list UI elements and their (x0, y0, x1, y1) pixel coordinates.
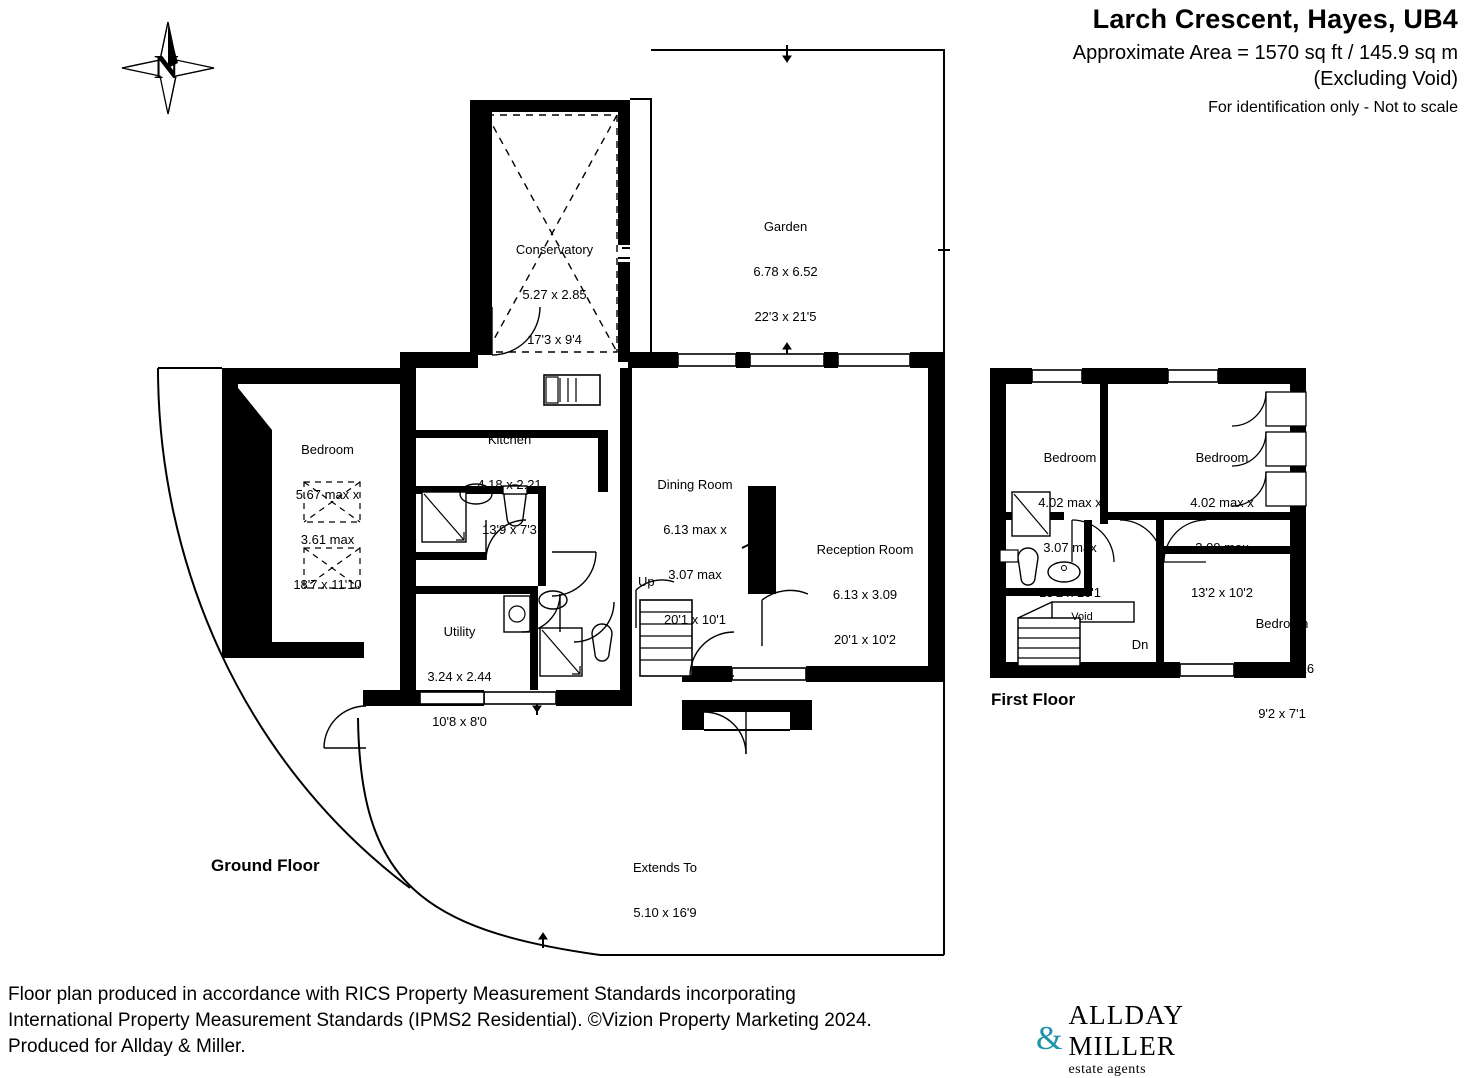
footer-disclaimer (8, 982, 958, 1060)
stairs-up-label: Up (638, 574, 655, 589)
room-label-bedroom-ground: Bedroom 5.67 max x 3.61 max 18'7 x 11'10 (293, 442, 362, 592)
logo-tagline: estate agents (1068, 1062, 1147, 1077)
identification-note: For identification only - Not to scale (1208, 99, 1458, 116)
svg-text:N: N (154, 49, 179, 86)
room-label-bedroom-first-right: Bedroom 4.02 max x 3.09 max 13'2 x 10'2 (1190, 450, 1254, 600)
footer-line-1: Floor plan produced in accordance with RICS Property Measurement Standards incorporating (8, 984, 796, 1005)
stairs-down-label: Dn (1131, 637, 1149, 652)
footer-line-3: Produced for Allday & Miller. (8, 1036, 246, 1057)
first-floor-label: First Floor (991, 690, 1076, 709)
logo-miller: MILLER (1068, 1031, 1177, 1061)
room-label-conservatory: Conservatory 5.27 x 2.85 17'3 x 9'4 (515, 242, 594, 347)
allday-miller-logo (1036, 1000, 1226, 1078)
void-label: Void (1071, 611, 1093, 623)
room-label-garden: Garden 6.78 x 6.52 22'3 x 21'5 (753, 219, 818, 324)
extends-to-label: Extends To 5.10 x 16'9 (632, 860, 698, 920)
room-label-dining-room: Dining Room 6.13 max x 3.07 max 20'1 x 10'1 (657, 477, 733, 627)
room-label-kitchen: Kitchen 4.18 x 2.21 13'9 x 7'3 (477, 432, 542, 537)
page-title: Larch Crescent, Hayes, UB4 (1092, 4, 1458, 34)
ground-floor-label: Ground Floor (211, 856, 320, 875)
room-label-bedroom-first-small: Bedroom 2.80 x 2.16 9'2 x 7'1 (1249, 616, 1315, 721)
room-label-utility: Utility 3.24 x 2.44 10'8 x 8'0 (427, 624, 492, 729)
footer-line-2: International Property Measurement Standards (IPMS2 Residential). ©Vizion Property Marketing 2024. (8, 1010, 872, 1031)
room-label-reception-room: Reception Room 6.13 x 3.09 20'1 x 10'2 (816, 542, 914, 647)
excluding-void-note: (Excluding Void) (1313, 68, 1458, 90)
room-label-bedroom-first-left: Bedroom 4.02 max x 3.07 max 13'2 x 10'1 (1038, 450, 1102, 600)
area-summary: Approximate Area = 1570 sq ft / 145.9 sq m (1072, 42, 1458, 64)
logo-ampersand: & (1036, 1020, 1063, 1057)
logo-allday: ALLDAY (1068, 1000, 1185, 1030)
